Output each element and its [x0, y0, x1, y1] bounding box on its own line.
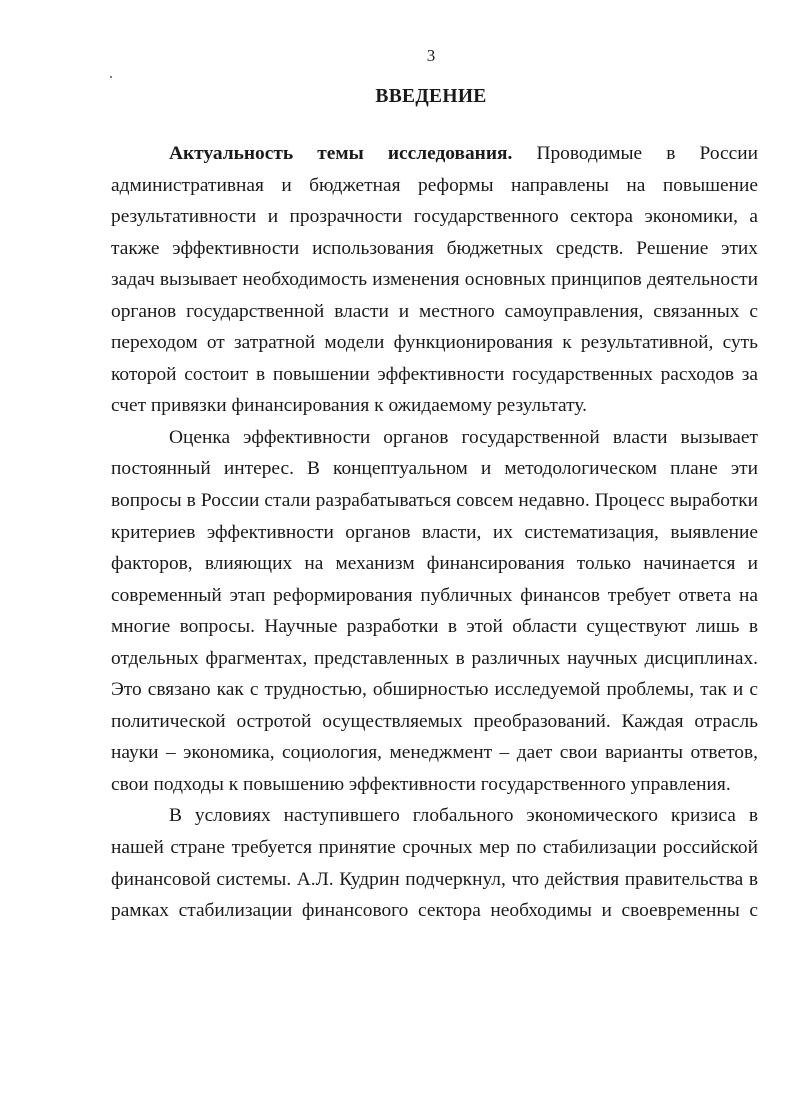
paragraph-relevance [111, 138, 758, 422]
page-number: 3 [426, 46, 436, 65]
document-body [111, 138, 758, 927]
paragraph-evaluation: Оценка эффективности органов государственной власти вызывает постоянный интерес. В концептуальном и методологическом плане эти вопросы в России стали разрабатываться совсем недавно. Процесс выработки критериев эффективности органов власти, их систематизация, выявление факторов, влияющих на механизм финансирования только начинается и современный этап реформирования публичных финансов требует ответа на многие вопросы. Научные разработки в этой области существуют лишь в отдельных фрагментах, представленных в различных научных дисциплинах. Это связано как с трудностью, обширностью исследуемой проблемы, так и с политической остротой осуществляемых преобразований. Каждая отрасль науки – экономика, социология, менеджмент – дает свои варианты ответов, свои подходы к повышению эффективности государственного управления. [111, 426, 758, 795]
page-title: ВВЕДЕНИЕ [375, 86, 487, 107]
paragraph-text: Проводимые в России административная и бюджетная реформы направлены на повышение результативности и прозрачности государственного сектора экономики, а также эффективности использования бюджетных средств. Решение этих задач вызывает необходимость изменения основных принципов деятельности органов государственной власти и местного самоуправления, связанных с переходом от затратной модели функционирования к результативной, суть которой состоит в повышении эффективности государственных расходов за счет привязки финансирования к ожидаемому результату. [111, 143, 758, 417]
paragraph-crisis: В условиях наступившего глобального экономического кризиса в нашей стране требуется принятие срочных мер по стабилизации российской финансовой системы. А.Л. Кудрин подчеркнул, что действия правительства в рамках стабилизации финансового сектора необходимы и своевременны с [111, 805, 758, 922]
paragraph-lead: Актуальность темы исследования. [169, 143, 513, 164]
scan-speck [110, 76, 112, 78]
